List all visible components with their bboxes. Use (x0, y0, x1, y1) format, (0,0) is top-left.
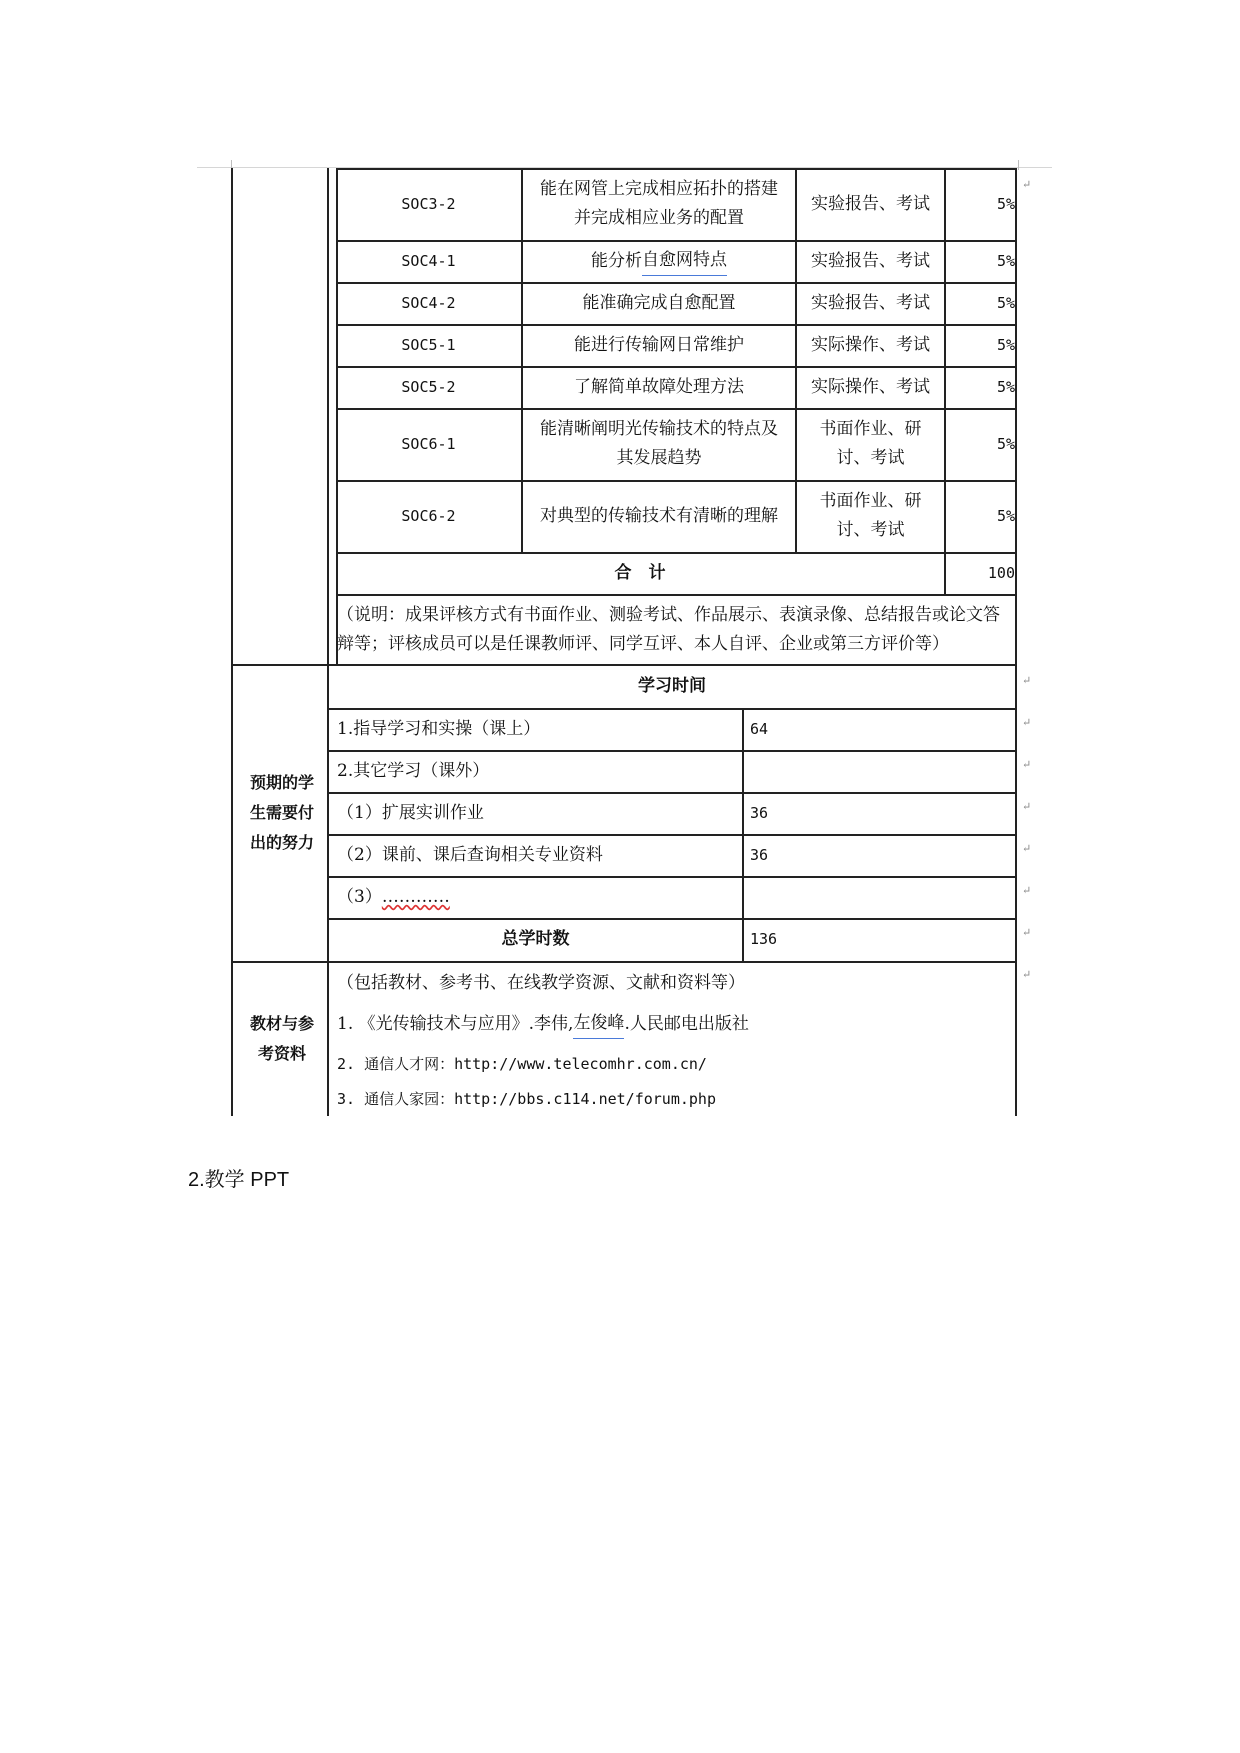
effort-row-hours: 36 (750, 803, 769, 822)
materials-intro: （包括教材、参考书、在线教学资源、文献和资料等） (337, 972, 745, 993)
table-row-code: SOC6-2 (401, 506, 456, 525)
table-row-code: SOC5-1 (401, 335, 456, 354)
paragraph-mark: ↵ (1022, 716, 1032, 729)
effort-total-label: 总学时数 (501, 929, 570, 949)
effort-row-item: 1.指导学习和实操（课上） (337, 718, 541, 739)
table-row-method: 实验报告、考试 (811, 193, 930, 214)
paragraph-mark: ↵ (1022, 968, 1032, 981)
effort-row-item: （1）扩展实训作业 (337, 802, 484, 823)
effort-total-value: 136 (750, 930, 778, 948)
paragraph-mark: ↵ (1022, 926, 1032, 939)
table-row-weight: 5% (996, 293, 1015, 312)
table-row-code: SOC3-2 (401, 194, 456, 213)
table-row-code: SOC5-2 (401, 377, 456, 396)
table-row-method: 书面作业、研讨、考试 (819, 491, 922, 540)
table-row-weight: 5% (996, 506, 1015, 525)
paragraph-mark: ↵ (1022, 800, 1032, 813)
table-row-weight: 5% (996, 434, 1015, 453)
proofing-underline: 自愈网特点 (642, 246, 727, 276)
materials-item-3: 3. 通信人家园：http://bbs.c114.net/forum.php (337, 1089, 716, 1108)
table-row-content: 了解简单故障处理方法 (574, 376, 744, 397)
table-row-content: 能进行传输网日常维护 (574, 334, 744, 355)
paragraph-mark: ↵ (1022, 674, 1032, 687)
table-row-weight: 5% (996, 377, 1015, 396)
paragraph-mark: ↵ (1022, 178, 1032, 191)
table-row-weight: 5% (996, 335, 1015, 354)
effort-row-item: （2）课前、课后查询相关专业资料 (337, 844, 603, 865)
assessment-note: （说明：成果评核方式有书面作业、测验考试、作品展示、表演录像、总结报告或论文答辩等；评核成员可以是任课教师评、同学互评、本人自评、企业或第三方评价等） (337, 605, 1000, 654)
table-row-method: 实验报告、考试 (811, 292, 930, 313)
course-table (231, 168, 1017, 1116)
table-row-content: 能分析 自愈网特点 (523, 240, 795, 282)
table-row-method: 实际操作、考试 (811, 334, 930, 355)
effort-label: 预期的学生需要付出的努力 (249, 772, 314, 852)
assessment-total-value: 100 (987, 563, 1015, 582)
table-row-content: 对典型的传输技术有清晰的理解 (540, 505, 778, 526)
materials-item-1: 1. 《光传输技术与应用》.李伟, 左俊峰 .人民邮电出版社 (337, 1004, 1013, 1044)
materials-label: 教材与参考资料 (249, 1013, 314, 1063)
table-row-content: 能在网管上完成相应拓扑的搭建并完成相应业务的配置 (540, 179, 778, 228)
table-row-code: SOC6-1 (401, 434, 456, 453)
assessment-total-label: 合 计 (614, 562, 666, 583)
table-row-content: 能准确完成自愈配置 (582, 292, 736, 313)
effort-row-hours (750, 876, 1010, 918)
effort-row-item: （3） ………… (337, 876, 737, 918)
proofing-underline: 左俊峰 (573, 1009, 624, 1039)
table-row-weight: 5% (996, 251, 1015, 270)
table-row-content: 能清晰阐明光传输技术的特点及其发展趋势 (540, 419, 778, 468)
effort-row-hours: 64 (750, 719, 769, 738)
effort-row-item: 2.其它学习（课外） (337, 760, 490, 781)
paragraph-mark: ↵ (1022, 842, 1032, 855)
margin-tick (1018, 160, 1019, 170)
table-row-method: 实际操作、考试 (811, 376, 930, 397)
table-row-method: 实验报告、考试 (811, 250, 930, 271)
paragraph-mark: ↵ (1022, 758, 1032, 771)
section-heading: 2.教学 PPT (188, 1169, 290, 1191)
table-row-method: 书面作业、研讨、考试 (819, 419, 922, 468)
spellcheck-squiggle: ………… (381, 886, 450, 907)
paragraph-mark: ↵ (1022, 884, 1032, 897)
effort-header: 学习时间 (638, 675, 706, 696)
table-row-weight: 5% (996, 194, 1015, 213)
effort-row-hours: 36 (750, 845, 769, 864)
materials-item-2: 2. 通信人才网：http://www.telecomhr.com.cn/ (337, 1054, 707, 1073)
table-row-code: SOC4-1 (401, 251, 456, 270)
table-row-code: SOC4-2 (401, 293, 456, 312)
